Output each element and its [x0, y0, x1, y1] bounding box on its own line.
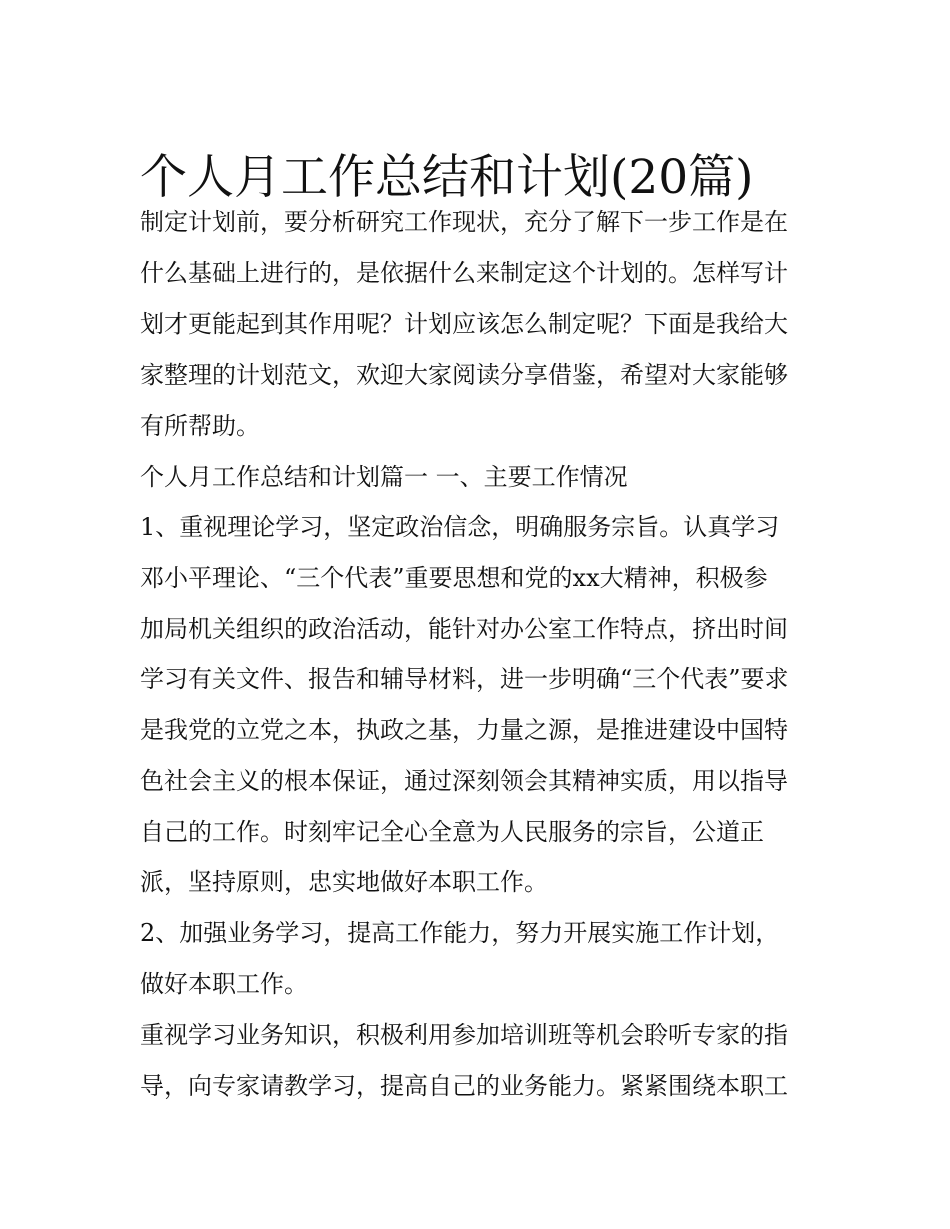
body-line-2: 什么基础上进行的，是依据什么来制定这个计划的。怎样写计	[140, 259, 788, 287]
body-line-1: 制定计划前，要分析研究工作现状，充分了解下一步工作是在	[140, 208, 788, 236]
body-line-7: 1、重视理论学习，坚定政治信念，明确服务宗旨。认真学习	[140, 513, 780, 541]
body-line-4: 家整理的计划范文，欢迎大家阅读分享借鉴，希望对大家能够	[140, 361, 788, 389]
body-line-15: 2、加强业务学习，提高工作能力，努力开展实施工作计划，	[140, 919, 780, 947]
body-line-16: 做好本职工作。	[140, 970, 308, 998]
body-line-17: 重视学习业务知识，积极利用参加培训班等机会聆听专家的指	[140, 1021, 788, 1049]
body-line-12: 色社会主义的根本保证，通过深刻领会其精神实质，用以指导	[140, 767, 788, 795]
body-line-18: 导，向专家请教学习，提高自己的业务能力。紧紧围绕本职工	[140, 1072, 788, 1100]
body-line-13: 自己的工作。时刻牢记全心全意为人民服务的宗旨，公道正	[140, 818, 764, 846]
body-line-3: 划才更能起到其作用呢？计划应该怎么制定呢？下面是我给大	[140, 310, 788, 338]
body-line-11: 是我党的立党之本，执政之基，力量之源，是推进建设中国特	[140, 716, 788, 744]
document-title: 个人月工作总结和计划(20篇)	[140, 150, 754, 206]
body-line-8: 邓小平理论、“三个代表”重要思想和党的xx大精神，积极参	[140, 564, 768, 592]
body-line-14: 派，坚持原则，忠实地做好本职工作。	[140, 868, 548, 896]
body-line-5: 有所帮助。	[140, 412, 260, 440]
body-line-10: 学习有关文件、报告和辅导材料，进一步明确“三个代表”要求	[140, 665, 789, 693]
section-heading: 个人月工作总结和计划篇一 一、主要工作情况	[140, 463, 628, 491]
body-line-9: 加局机关组织的政治活动，能针对办公室工作特点，挤出时间	[140, 615, 788, 643]
